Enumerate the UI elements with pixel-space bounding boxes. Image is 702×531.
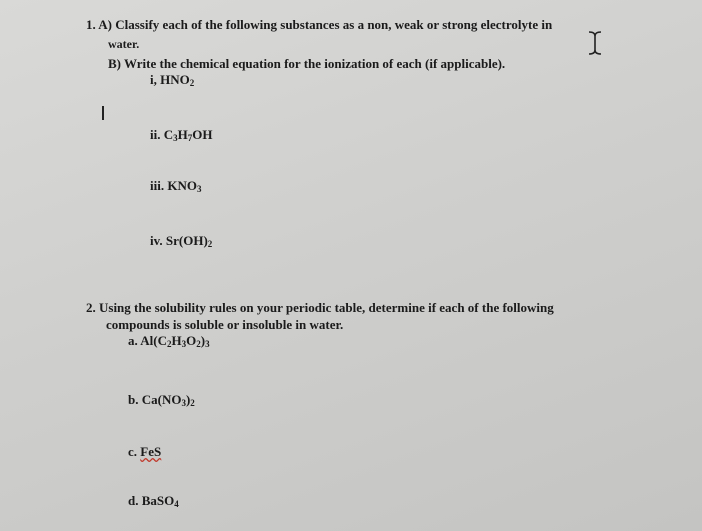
q2-item-a — [128, 333, 210, 352]
q1-item-iv — [150, 233, 212, 252]
q1-item-ii-label: ii. — [150, 127, 164, 142]
q1-item-ii-formula: $C_3H_7OH$ — [163, 127, 213, 143]
q1-item-i-formula: $HNO_2$ — [160, 72, 195, 88]
q2-item-c — [128, 444, 161, 459]
q1-item-iii-formula: $KNO_3$ — [167, 178, 202, 194]
q1-item-iv-formula: $Sr(OH)_2$ — [165, 233, 213, 249]
q1-item-i — [150, 72, 194, 91]
q1-item-ii — [150, 127, 212, 146]
q2-item-a-label: a. — [128, 333, 141, 348]
q1-item-iv-label: iv. — [150, 233, 166, 248]
q2-line-2: compounds is soluble or insoluble in water. — [106, 317, 344, 332]
q2-item-b-label: b. — [128, 392, 142, 407]
q2-item-c-label: c. — [128, 444, 141, 459]
q1-item-i-label: i, — [150, 72, 161, 87]
text-caret — [102, 106, 104, 120]
q1-item-iii-label: iii. — [150, 178, 168, 193]
q2-item-d-label: d. — [128, 493, 142, 508]
q1-line-3: B) Write the chemical equation for the ionization of each (if applicable). — [108, 56, 506, 71]
q2-item-c-formula: FeS — [140, 444, 162, 459]
q1-line-1: 1. A) Classify each of the following substances as a non, weak or strong electrolyte in — [86, 17, 553, 32]
q1-item-iii — [150, 178, 201, 197]
q2-item-b — [128, 392, 195, 411]
q2-item-b-formula: $Ca(NO_3)_2$ — [141, 392, 195, 408]
q1-line-2: water. — [108, 37, 140, 51]
q2-item-a-formula: $Al(C_2H_3O_2)_3$ — [140, 333, 210, 349]
q2-line-1: 2. Using the solubility rules on your periodic table, determine if each of the following — [86, 300, 554, 315]
text-cursor-ibeam-icon — [586, 30, 604, 56]
q2-item-d — [128, 493, 179, 512]
q2-item-d-formula: BaSO$_4$ — [141, 493, 179, 509]
